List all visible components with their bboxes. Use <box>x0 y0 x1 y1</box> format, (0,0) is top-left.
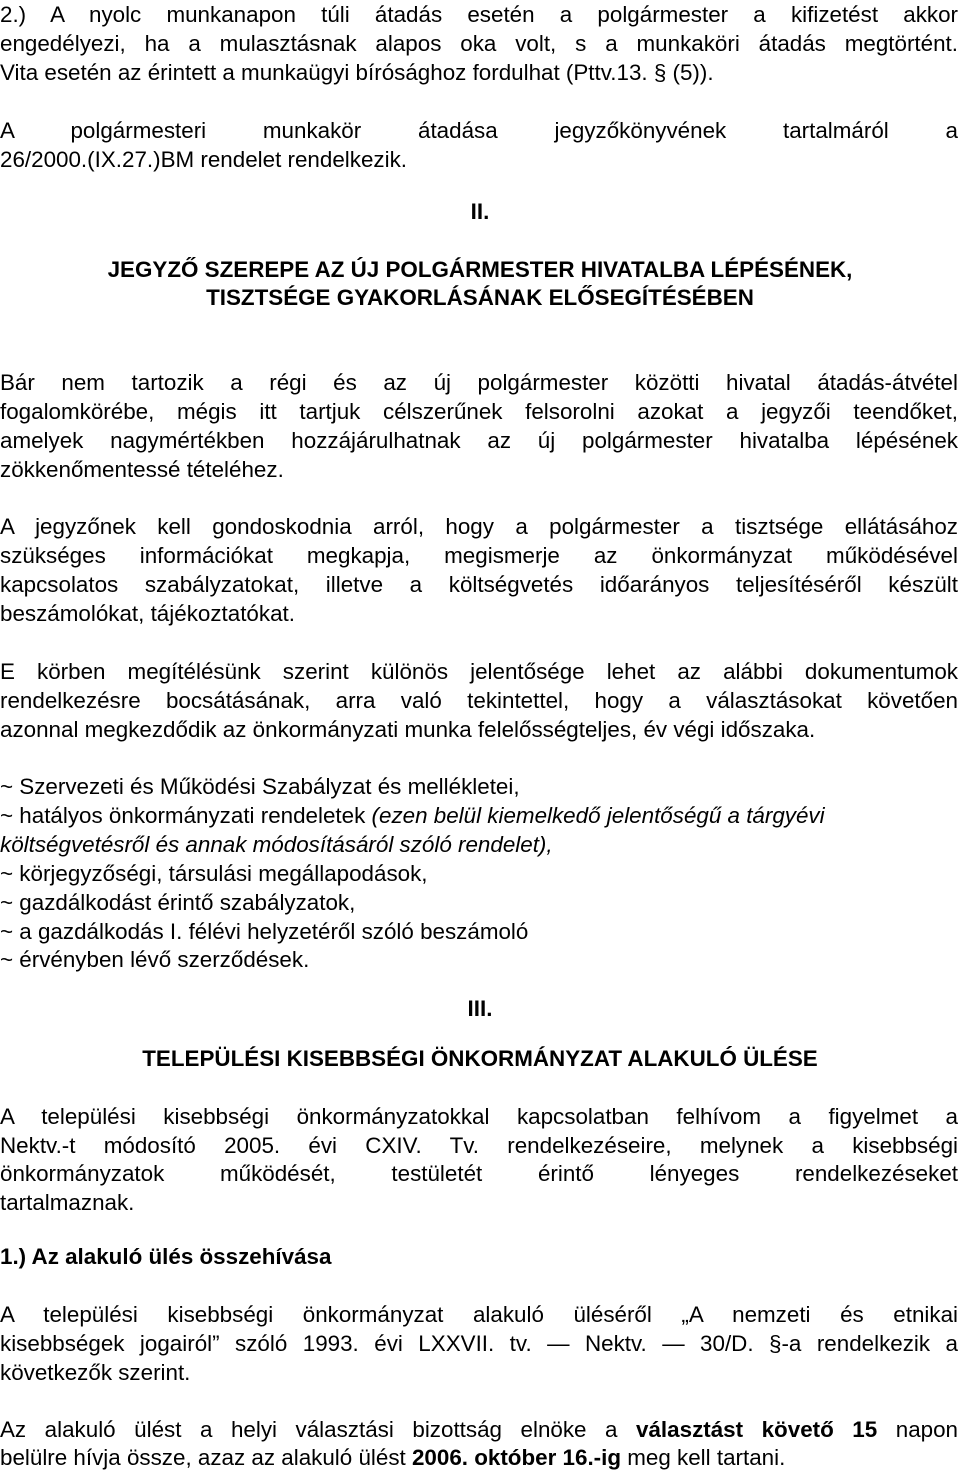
text-line: E körben megítélésünk szerint különös jelentősége lehet az alábbi dokumentumok <box>0 659 958 684</box>
text-line: A jegyzőnek kell gondoskodnia arról, hogy a polgármester a tisztsége ellátásához <box>0 514 958 539</box>
text-line: beszámolókat, tájékoztatókat. <box>0 601 295 626</box>
text-line: Bár nem tartozik a régi és az új polgármester közötti hivatal átadás-átvétel <box>0 370 958 395</box>
text-line: engedélyezi, ha a mulasztásnak alapos oka volt, s a munkaköri átadás megtörtént. <box>0 31 958 56</box>
emphasis: 2006. október 16.-ig <box>411 1445 622 1470</box>
text-segment: Az alakuló ülést a helyi választási bizottság elnöke a <box>0 1417 637 1442</box>
text-line: 26/2000.(IX.27.)BM rendelet rendelkezik. <box>0 147 407 172</box>
emphasis: választást követő 15 <box>636 1417 878 1442</box>
text-line: tartalmaznak. <box>0 1190 135 1215</box>
text-line: zökkenőmentessé tételéhez. <box>0 457 284 482</box>
text-line: Vita esetén az érintett a munkaügyi bírósághoz fordulhat (Pttv.13. § (5)). <box>0 60 714 85</box>
text-line: azonnal megkezdődik az önkormányzati munka felelősségteljes, év végi időszaka. <box>0 717 816 742</box>
text-segment: belülre hívja össze, azaz az alakuló ülést <box>0 1445 412 1470</box>
text-line: fogalomkörébe, mégis itt tartjuk célszerűnek felsorolni azokat a jegyzői teendőket, <box>0 399 958 424</box>
list-item: ~ a gazdálkodás I. félévi helyzetéről szóló beszámoló <box>0 919 529 944</box>
list-item: ~ érvényben lévő szerződések. <box>0 947 310 972</box>
list-item: ~ Szervezeti és Működési Szabályzat és mellékletei, <box>0 774 520 799</box>
text-line: szükséges információkat megkapja, megismerje az önkormányzat működésével <box>0 543 958 568</box>
text-segment: napon <box>877 1417 959 1442</box>
section-number: II. <box>470 199 490 224</box>
text-line <box>0 1443 785 1472</box>
list-item: ~ körjegyzőségi, társulási megállapodások, <box>0 861 428 886</box>
section-heading: JEGYZŐ SZEREPE AZ ÚJ POLGÁRMESTER HIVATALBA LÉPÉSÉNEK, <box>107 257 853 282</box>
text-line: kapcsolatos szabályzatokat, illetve a költségvetés időarányos teljesítéséről készült <box>0 572 958 597</box>
section-heading: TELEPÜLÉSI KISEBBSÉGI ÖNKORMÁNYZAT ALAKULÓ ÜLÉSE <box>142 1046 818 1071</box>
text-line <box>0 1415 958 1444</box>
text-line: A települési kisebbségi önkormányzat alakuló üléséről „A nemzeti és etnikai <box>0 1302 958 1327</box>
list-item-note: (ezen belül kiemelkedő jelentőségű a tárgyévi <box>371 803 825 828</box>
section-number: III. <box>467 996 493 1021</box>
subheading: 1.) Az alakuló ülés összehívása <box>0 1244 332 1269</box>
text-segment: meg kell tartani. <box>621 1445 786 1470</box>
text-line: rendelkezésre bocsátásának, arra való tekintettel, hogy a választásokat követően <box>0 688 958 713</box>
text-line: amelyek nagymértékben hozzájárulhatnak az új polgármester hivatalba lépésének <box>0 428 958 453</box>
text-line: kisebbségek jogairól” szóló 1993. évi LXXVII. tv. — Nektv. — 30/D. §-a rendelkezik a <box>0 1331 958 1356</box>
list-item-continuation <box>0 830 553 859</box>
text-line: A polgármesteri munkakör átadása jegyzőkönyvének tartalmáról a <box>0 118 958 143</box>
list-item <box>0 801 825 830</box>
text-line: A települési kisebbségi önkormányzatokkal kapcsolatban felhívom a figyelmet a <box>0 1104 958 1129</box>
text-line: következők szerint. <box>0 1360 191 1385</box>
text-line: önkormányzatok működését, testületét érintő lényeges rendelkezéseket <box>0 1161 958 1186</box>
list-item: ~ gazdálkodást érintő szabályzatok, <box>0 890 356 915</box>
text-line: 2.) A nyolc munkanapon túli átadás esetén a polgármester a kifizetést akkor <box>0 2 958 27</box>
text-line: Nektv.-t módosító 2005. évi CXIV. Tv. rendelkezéseire, melynek a kisebbségi <box>0 1133 958 1158</box>
list-item-text: ~ hatályos önkormányzati rendeletek <box>0 803 372 828</box>
section-heading: TISZTSÉGE GYAKORLÁSÁNAK ELŐSEGÍTÉSÉBEN <box>206 285 754 310</box>
list-item-note: költségvetésről és annak módosításáról szóló rendelet), <box>0 832 553 857</box>
